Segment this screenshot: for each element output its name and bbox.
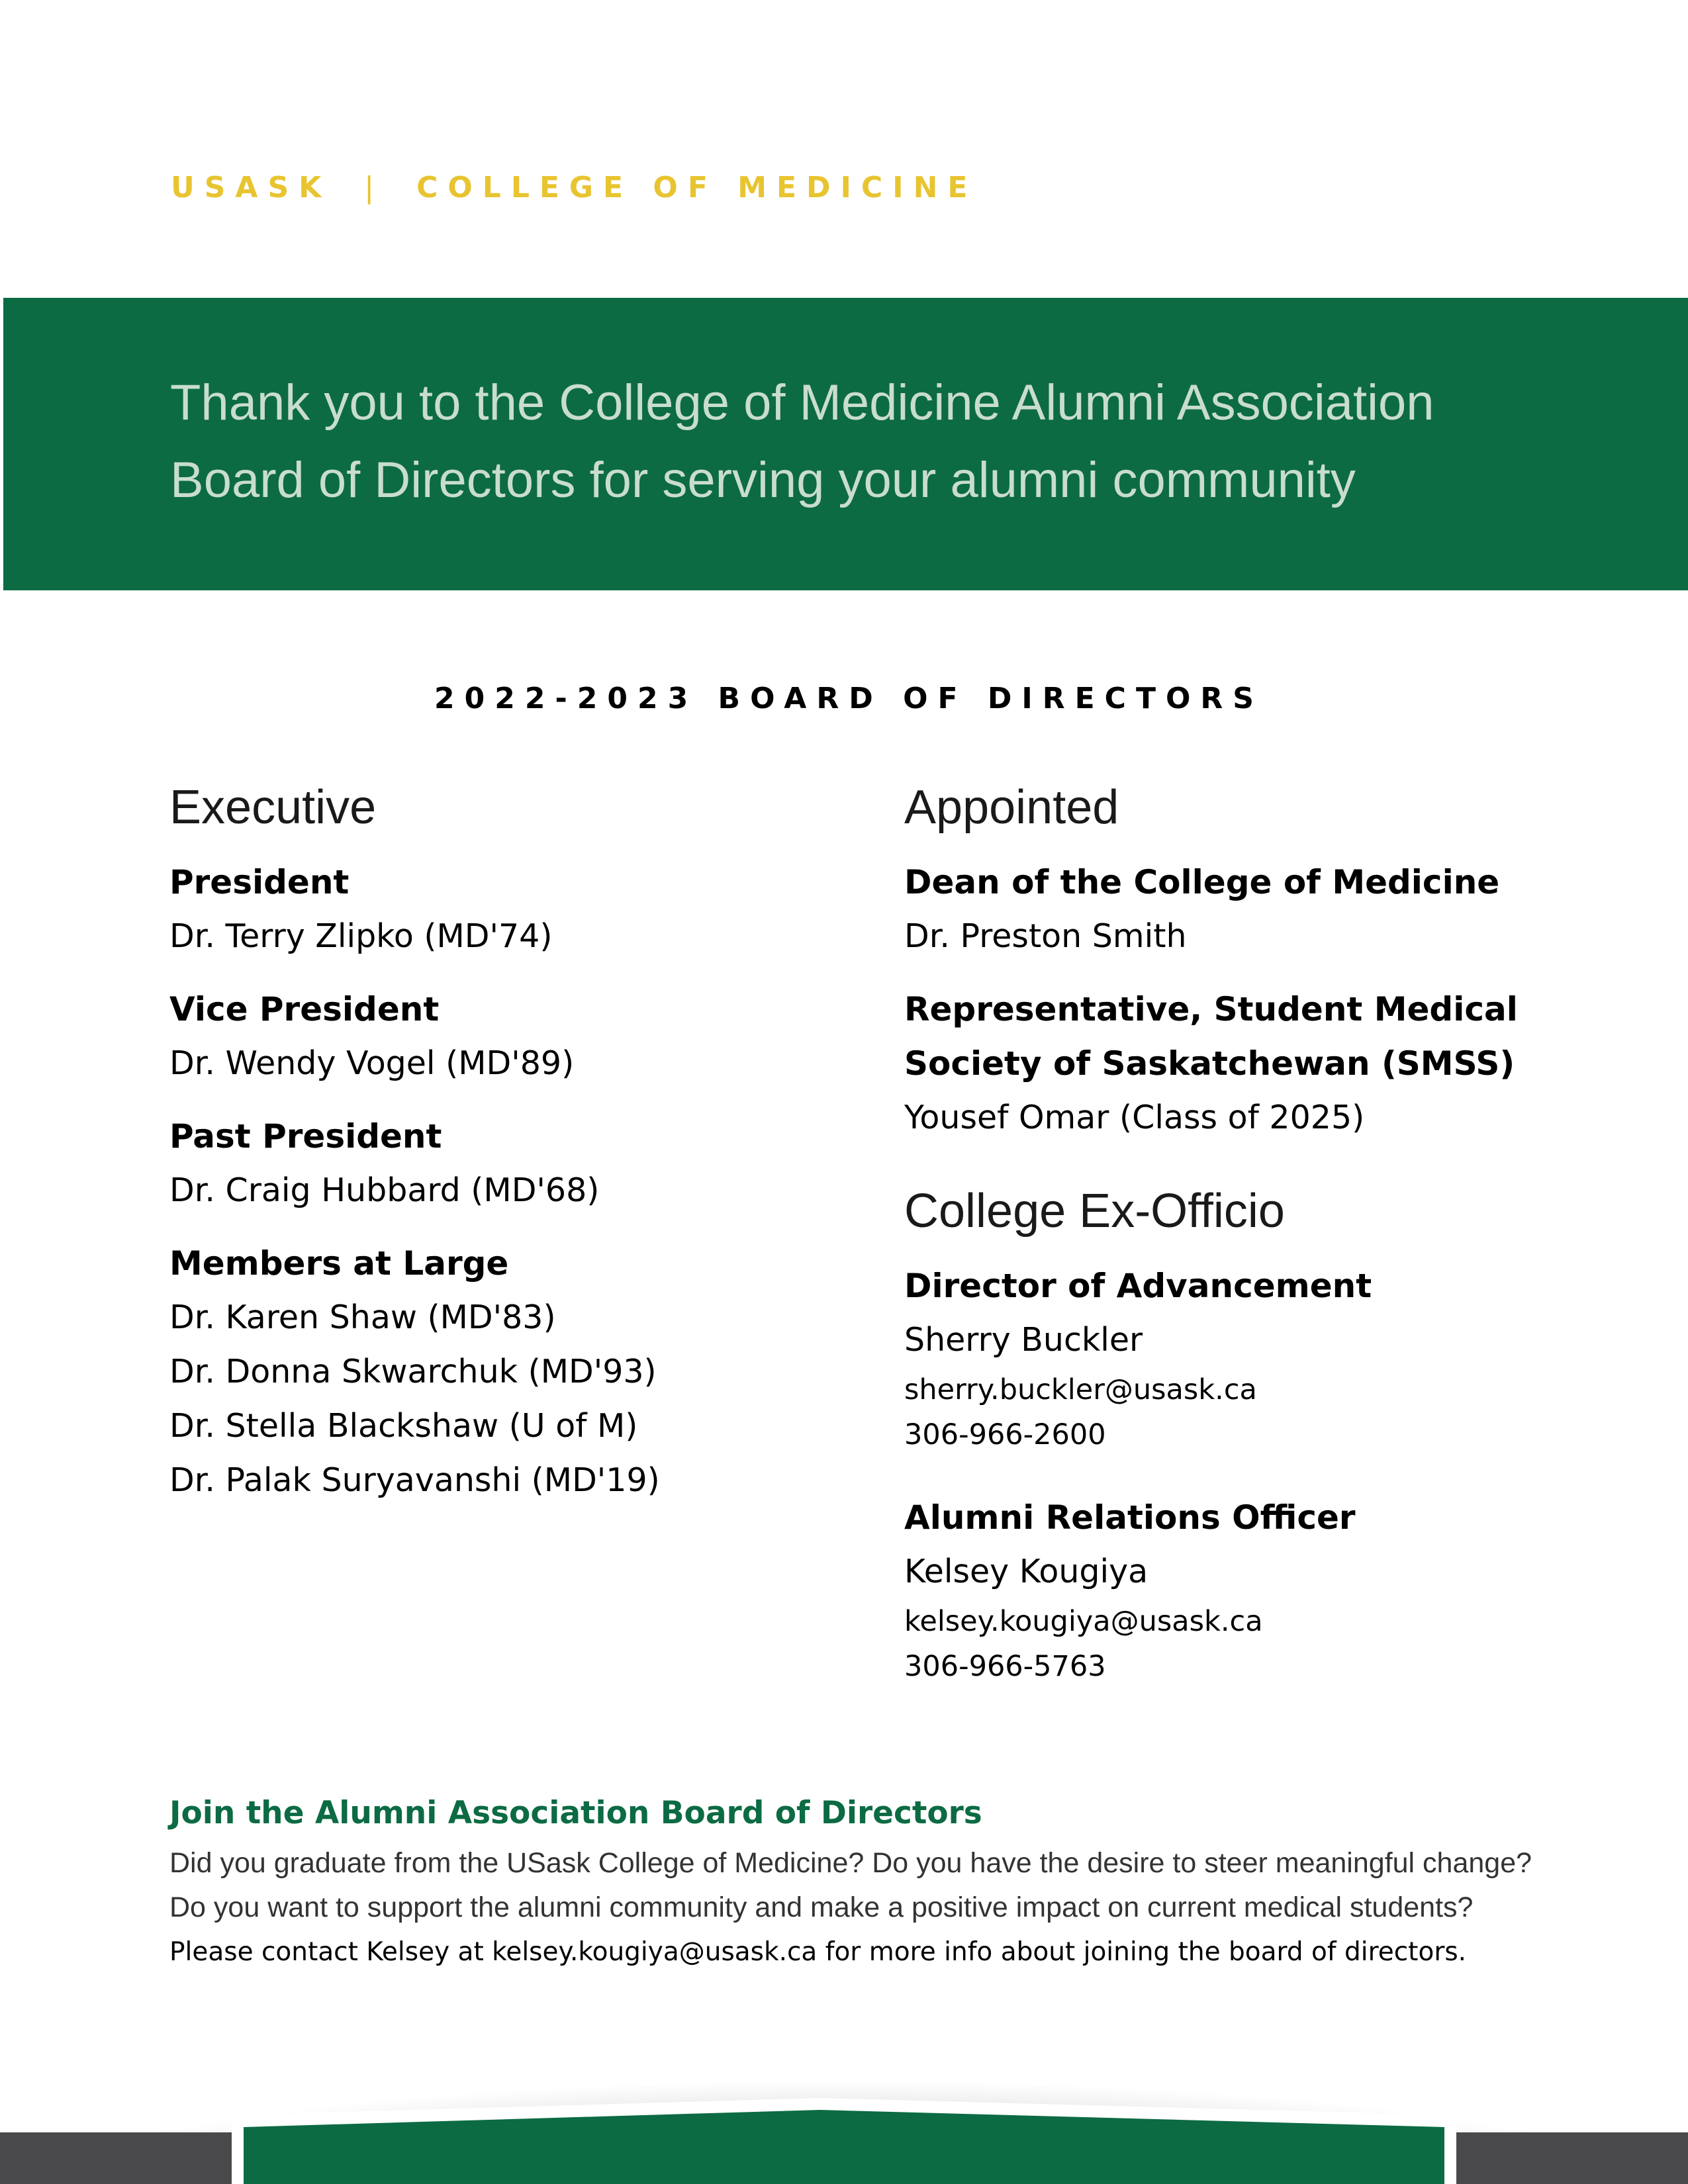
board-heading: 2022-2023 BOARD OF DIRECTORS xyxy=(434,682,1264,715)
director-role: Director of Advancement xyxy=(904,1267,1372,1305)
dean-name: Dr. Preston Smith xyxy=(904,917,1187,955)
member-name: Dr. Palak Suryavanshi (MD'19) xyxy=(169,1461,660,1499)
join-line-1: Did you graduate from the USask College of Medicine? Do you have the desire to steer meaningful change? xyxy=(169,1847,1532,1879)
dean-block xyxy=(904,855,1566,964)
join-title: Join the Alumni Association Board of Directors xyxy=(169,1795,982,1831)
appointed-heading: Appointed xyxy=(904,781,1119,834)
executive-heading: Executive xyxy=(169,781,377,834)
director-email[interactable]: sherry.buckler@usask.ca xyxy=(904,1373,1257,1406)
director-block xyxy=(904,1259,1566,1457)
director-phone: 306-966-2600 xyxy=(904,1418,1106,1451)
header-usask: USASK xyxy=(171,170,332,205)
officer-role: Alumni Relations Officer xyxy=(904,1498,1356,1537)
header-breadcrumb xyxy=(171,164,977,210)
student-rep-block xyxy=(904,982,1566,1145)
banner-text xyxy=(170,364,1593,519)
join-section xyxy=(169,1787,1626,1974)
officer-phone: 306-966-5763 xyxy=(904,1650,1106,1683)
past-president-role: Past President xyxy=(169,1117,442,1156)
vice-president-name: Dr. Wendy Vogel (MD'89) xyxy=(169,1044,575,1082)
officer-email[interactable]: kelsey.kougiya@usask.ca xyxy=(904,1605,1263,1638)
member-name: Dr. Stella Blackshaw (U of M) xyxy=(169,1407,638,1445)
thank-you-banner xyxy=(3,298,1688,590)
banner-line-2: Board of Directors for serving your alumni community xyxy=(170,452,1356,508)
banner-line-1: Thank you to the College of Medicine Alumni Association xyxy=(170,375,1434,431)
president-role: President xyxy=(169,863,350,901)
members-at-large-block xyxy=(169,1236,865,1508)
student-rep-role-line-2: Society of Saskatchewan (SMSS) xyxy=(904,1044,1515,1083)
member-name: Dr. Karen Shaw (MD'83) xyxy=(169,1298,556,1336)
dean-role: Dean of the College of Medicine xyxy=(904,863,1500,901)
director-name: Sherry Buckler xyxy=(904,1321,1143,1359)
bottom-gray-bar-left xyxy=(0,2132,238,2184)
vice-president-role: Vice President xyxy=(169,990,440,1028)
president-name: Dr. Terry Zlipko (MD'74) xyxy=(169,917,553,955)
student-rep-name: Yousef Omar (Class of 2025) xyxy=(904,1099,1365,1136)
executive-column xyxy=(169,774,865,1526)
past-president-block xyxy=(169,1109,865,1218)
join-line-2: Do you want to support the alumni community and make a positive impact on current medical students? xyxy=(169,1891,1474,1923)
header-separator: | xyxy=(364,170,375,205)
header-college: COLLEGE OF MEDICINE xyxy=(416,170,978,205)
member-name: Dr. Donna Skwarchuk (MD'93) xyxy=(169,1353,657,1390)
officer-block xyxy=(904,1490,1566,1689)
ex-officio-heading: College Ex-Officio xyxy=(904,1185,1285,1238)
join-line-3: Please contact Kelsey at kelsey.kougiya@usask.ca for more info about joining the board of directors. xyxy=(169,1937,1467,1967)
appointed-column xyxy=(904,774,1566,1707)
president-block xyxy=(169,855,865,964)
student-rep-role-line-1: Representative, Student Medical xyxy=(904,990,1518,1028)
members-at-large-role: Members at Large xyxy=(169,1244,509,1283)
officer-name: Kelsey Kougiya xyxy=(904,1553,1149,1590)
past-president-name: Dr. Craig Hubbard (MD'68) xyxy=(169,1171,600,1209)
vice-president-block xyxy=(169,982,865,1091)
bottom-gray-bar-right xyxy=(1450,2132,1688,2184)
